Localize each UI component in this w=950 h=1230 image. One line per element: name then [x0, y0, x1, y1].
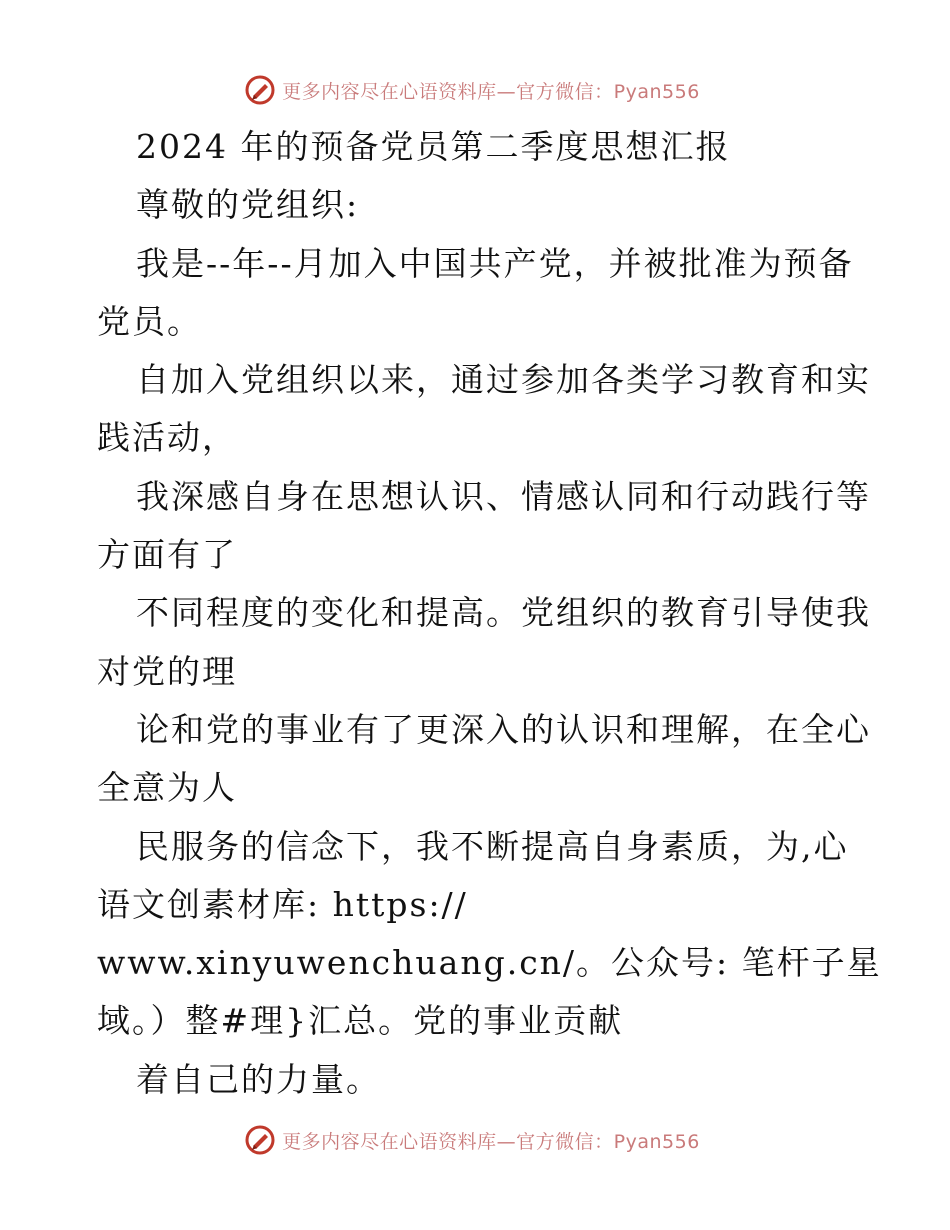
paragraph-line: 对党的理 [97, 651, 237, 691]
document-body [97, 118, 882, 1109]
document-title: 2024 年的预备党员第二季度思想汇报 [136, 127, 731, 166]
paragraph-line: 域。）整#理}汇总。党的事业贡献 [97, 1001, 624, 1041]
paragraph-line: 民服务的信念下，我不断提高自身素质，为,心 [136, 826, 849, 866]
header-watermark-banner [0, 70, 950, 110]
paragraph-line: 论和党的事业有了更深入的认识和理解，在全心 [136, 709, 871, 749]
watermark-text: 更多内容尽在心语资料库—官方微信：Pyan556 [282, 80, 700, 103]
paragraph-line: 践活动， [97, 418, 237, 458]
pen-seal-icon [244, 74, 276, 106]
paragraph-line: 不同程度的变化和提高。党组织的教育引导使我 [136, 593, 871, 633]
paragraph-line: 全意为人 [97, 768, 237, 808]
pen-seal-icon [244, 1124, 276, 1156]
paragraph-line: 语文创素材库: https:// [97, 884, 468, 924]
paragraph-line: 党员。 [97, 301, 202, 341]
footer-watermark-banner [0, 1120, 950, 1160]
paragraph-line: 着自己的力量。 [136, 1059, 381, 1099]
paragraph-line: 方面有了 [97, 535, 237, 575]
watermark-text: 更多内容尽在心语资料库—官方微信：Pyan556 [282, 1130, 700, 1153]
paragraph-line: 我深感自身在思想认识、情感认同和行动践行等 [136, 476, 871, 516]
paragraph-line: 自加入党组织以来，通过参加各类学习教育和实 [136, 360, 871, 400]
salutation: 尊敬的党组织: [136, 185, 360, 225]
paragraph-line: 我是--年--月加入中国共产党，并被批准为预备 [136, 243, 854, 283]
paragraph-line: www.xinyuwenchuang.cn/。公众号: 笔杆子星 [97, 943, 882, 983]
